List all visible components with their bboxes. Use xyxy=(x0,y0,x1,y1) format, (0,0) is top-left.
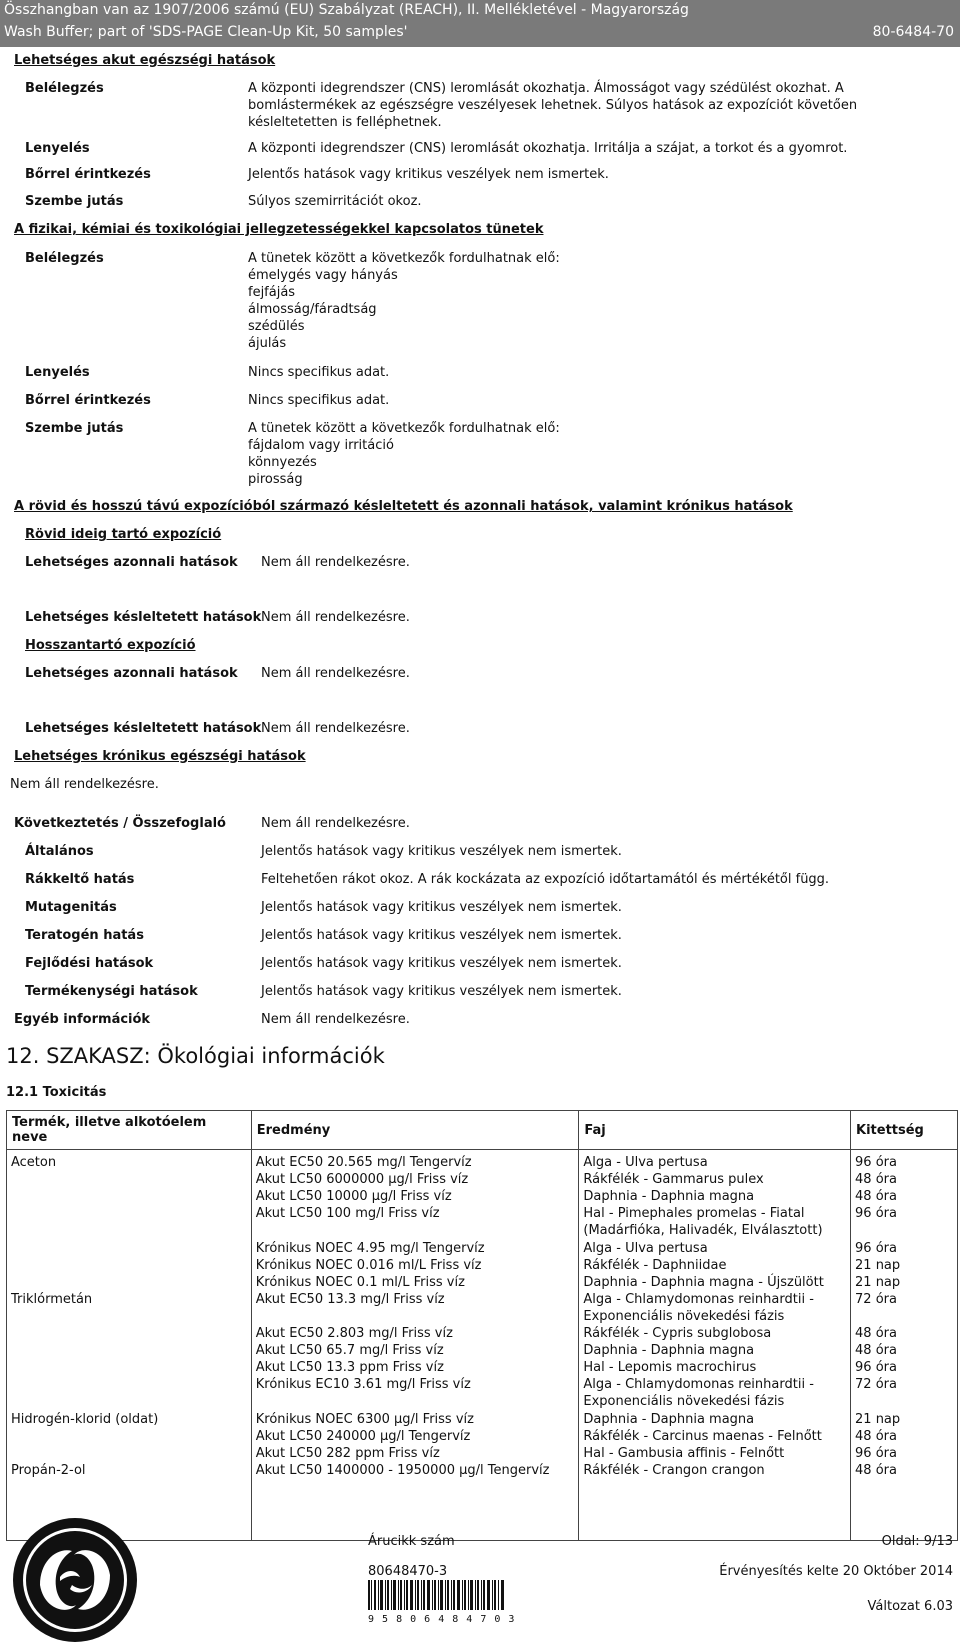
result-cell: Krónikus EC10 3.61 mg/l Friss víz xyxy=(255,1377,471,1393)
acute-text: A központi idegrendszer (CNS) leromlását okozhatja. Álmosságot vagy szédülést okozhat. A xyxy=(248,81,844,96)
exposure-cell: 48 óra xyxy=(855,1428,897,1444)
symptom-text: A tünetek között a következők fordulhatnak elő: xyxy=(248,421,560,436)
short-exposure-title: Rövid ideig tartó expozíció xyxy=(25,527,222,542)
barcode xyxy=(368,1580,516,1625)
symptom-text: A tünetek között a következők fordulhatnak elő: xyxy=(248,251,560,266)
exposure-cell: 21 nap xyxy=(855,1274,901,1290)
species-cell: Daphnia - Daphnia magna xyxy=(583,1189,755,1205)
exposure-cell: 48 óra xyxy=(855,1189,897,1205)
result-cell: Akut LC50 282 ppm Friss víz xyxy=(255,1445,440,1461)
toxicity-subtitle: 12.1 Toxicitás xyxy=(6,1085,107,1100)
substance-name: Propán-2-ol xyxy=(11,1462,86,1478)
acute-text: Súlyos szemirritációt okoz. xyxy=(248,194,422,209)
species-cell: Hal - Gambusia affinis - Felnőtt xyxy=(583,1445,785,1461)
exposure-cell: 21 nap xyxy=(855,1411,901,1427)
summary-value: Jelentős hatások vagy kritikus veszélyek nem ismertek. xyxy=(261,900,622,915)
barcode-digits: 9 5 8 0 6 4 8 4 7 0 3 xyxy=(368,1614,516,1625)
result-cell: Akut LC50 1400000 - 1950000 µg/l Tengervíz xyxy=(255,1462,550,1478)
col-header-result: Eredmény xyxy=(251,1111,579,1150)
product-code: 80-6484-70 xyxy=(872,24,954,40)
acute-label: Lenyelés xyxy=(25,141,90,156)
substance-name: Aceton xyxy=(11,1155,57,1170)
species-cell: Rákfélék - Cypris subglobosa xyxy=(583,1326,772,1341)
table-row xyxy=(7,1150,958,1541)
delayed-label: Lehetséges késleltetett hatások xyxy=(25,610,262,625)
summary-label: Következtetés / Összefoglaló xyxy=(14,816,226,831)
toxicity-table xyxy=(6,1110,958,1541)
exposure-cell: 48 óra xyxy=(855,1462,897,1478)
summary-label: Fejlődési hatások xyxy=(25,956,154,971)
species-cell: Alga - Chlamydomonas reinhardtii - xyxy=(583,1291,814,1307)
symptom-text: Nincs specifikus adat. xyxy=(248,365,390,380)
symptom-label: Lenyelés xyxy=(25,365,90,380)
immediate-value: Nem áll rendelkezésre. xyxy=(261,555,410,570)
species-cell: Alga - Ulva pertusa xyxy=(583,1240,708,1256)
acute-label: Belélegzés xyxy=(25,81,104,96)
article-number-label: Árucikk szám xyxy=(368,1534,455,1549)
symptom-label: Bőrrel érintkezés xyxy=(25,393,151,408)
summary-label: Teratogén hatás xyxy=(25,928,144,943)
name-column xyxy=(7,1150,251,1540)
delayed-value: Nem áll rendelkezésre. xyxy=(261,610,410,625)
summary-label: Általános xyxy=(25,844,94,859)
delayed-title: A rövid és hosszú távú expozícióból származó késleltetett és azonnali hatások, valamint krónikus hatások xyxy=(14,499,793,514)
species-cell: Exponenciális növekedési fázis xyxy=(583,1394,785,1410)
symptom-text: fejfájás xyxy=(248,285,296,300)
result-cell: Krónikus NOEC 4.95 mg/l Tengervíz xyxy=(255,1240,485,1256)
species-cell: Rákfélék - Crangon crangon xyxy=(583,1462,765,1478)
delayed-value: Nem áll rendelkezésre. xyxy=(261,721,410,736)
chronic-title: Lehetséges krónikus egészségi hatások xyxy=(14,749,306,764)
exposure-cell: 96 óra xyxy=(855,1240,897,1256)
substance-name: Triklórmetán xyxy=(11,1291,93,1307)
species-cell: Alga - Ulva pertusa xyxy=(583,1155,708,1170)
immediate-label: Lehetséges azonnali hatások xyxy=(25,555,238,570)
substance-name: Hidrogén-klorid (oldat) xyxy=(11,1411,159,1427)
exposure-cell: 96 óra xyxy=(855,1445,897,1461)
result-cell: Akut LC50 10000 µg/l Friss víz xyxy=(255,1189,452,1205)
result-column xyxy=(252,1150,579,1540)
exposure-cell: 96 óra xyxy=(855,1360,897,1376)
species-cell: Rákfélék - Daphniidae xyxy=(583,1257,727,1273)
validity-date: Érvényesítés kelte 20 Október 2014 xyxy=(719,1564,953,1579)
immediate-label: Lehetséges azonnali hatások xyxy=(25,666,238,681)
result-cell: Akut EC50 13.3 mg/l Friss víz xyxy=(255,1291,445,1307)
summary-label: Egyéb információk xyxy=(14,1012,151,1027)
ge-logo-icon xyxy=(10,1515,140,1645)
species-cell: Daphnia - Daphnia magna - Újszülött xyxy=(583,1274,824,1290)
summary-label: Mutagenitás xyxy=(25,900,117,915)
symptom-text: álmosság/fáradtság xyxy=(248,302,377,317)
symptom-text: fájdalom vagy irritáció xyxy=(248,438,394,453)
regulation-line: Összhangban van az 1907/2006 számú (EU) Szabályzat (REACH), II. Mellékletével - Magyarország xyxy=(4,2,689,18)
result-cell: Krónikus NOEC 6300 µg/l Friss víz xyxy=(255,1411,474,1427)
species-cell: Exponenciális növekedési fázis xyxy=(583,1308,785,1324)
acute-text: A központi idegrendszer (CNS) leromlását okozhatja. Irritálja a szájat, a torkot és a gyomrot. xyxy=(248,141,848,156)
acute-label: Bőrrel érintkezés xyxy=(25,167,151,182)
species-cell: Daphnia - Daphnia magna xyxy=(583,1343,755,1359)
acute-text: bomlástermékek az egészségre veszélyesek lehetnek. Súlyos hatások az expozíciót követően xyxy=(248,98,858,113)
summary-label: Termékenységi hatások xyxy=(25,984,198,999)
symptom-label: Szembe jutás xyxy=(25,421,124,436)
species-cell: Hal - Pimephales promelas - Fiatal xyxy=(583,1206,805,1222)
col-header-exposure: Kitettség xyxy=(851,1111,958,1150)
acute-text: késleltetetten is felléphetnek. xyxy=(248,115,442,130)
summary-value: Jelentős hatások vagy kritikus veszélyek nem ismertek. xyxy=(261,844,622,859)
exposure-column xyxy=(851,1150,957,1540)
summary-value: Jelentős hatások vagy kritikus veszélyek nem ismertek. xyxy=(261,984,622,999)
section-12-title: 12. SZAKASZ: Ökológiai információk xyxy=(6,1044,385,1068)
acute-title: Lehetséges akut egészségi hatások xyxy=(14,53,276,68)
exposure-cell: 21 nap xyxy=(855,1257,901,1273)
summary-value: Feltehetően rákot okoz. A rák kockázata az expozíció időtartamától és mértékétől függ. xyxy=(261,872,830,887)
symptoms-title: A fizikai, kémiai és toxikológiai jellegzetességekkel kapcsolatos tünetek xyxy=(14,222,544,237)
symptom-label: Belélegzés xyxy=(25,251,104,266)
species-cell: Daphnia - Daphnia magna xyxy=(583,1411,755,1427)
symptom-text: szédülés xyxy=(248,319,305,334)
species-cell: Hal - Lepomis macrochirus xyxy=(583,1360,757,1376)
species-cell: Alga - Chlamydomonas reinhardtii - xyxy=(583,1377,814,1393)
species-cell: (Madárfióka, Halivadék, Elválasztott) xyxy=(583,1223,823,1239)
version-number: Változat 6.03 xyxy=(867,1599,953,1614)
article-number: 80648470-3 xyxy=(368,1564,448,1579)
exposure-cell: 96 óra xyxy=(855,1206,897,1222)
species-cell: Rákfélék - Gammarus pulex xyxy=(583,1172,764,1188)
exposure-cell: 48 óra xyxy=(855,1326,897,1341)
table-header-row xyxy=(7,1111,958,1150)
result-cell: Akut EC50 20.565 mg/l Tengervíz xyxy=(255,1155,472,1170)
acute-label: Szembe jutás xyxy=(25,194,124,209)
chronic-value: Nem áll rendelkezésre. xyxy=(10,777,159,792)
symptom-text: könnyezés xyxy=(248,455,317,470)
symptom-text: pirosság xyxy=(248,472,303,487)
result-cell: Akut LC50 65.7 mg/l Friss víz xyxy=(255,1343,444,1359)
exposure-cell: 48 óra xyxy=(855,1343,897,1359)
col-header-name: Termék, illetve alkotóelem neve xyxy=(7,1111,252,1150)
result-cell: Akut LC50 6000000 µg/l Friss víz xyxy=(255,1172,469,1188)
result-cell: Krónikus NOEC 0.016 ml/L Friss víz xyxy=(255,1257,482,1273)
result-cell: Akut EC50 2.803 mg/l Friss víz xyxy=(255,1326,453,1341)
exposure-cell: 72 óra xyxy=(855,1377,897,1393)
exposure-cell: 96 óra xyxy=(855,1155,897,1170)
exposure-cell: 72 óra xyxy=(855,1291,897,1307)
result-cell: Akut LC50 240000 µg/l Tengervíz xyxy=(255,1428,471,1444)
acute-text: Jelentős hatások vagy kritikus veszélyek nem ismertek. xyxy=(248,167,609,182)
summary-value: Nem áll rendelkezésre. xyxy=(261,1012,410,1027)
summary-value: Jelentős hatások vagy kritikus veszélyek nem ismertek. xyxy=(261,956,622,971)
immediate-value: Nem áll rendelkezésre. xyxy=(261,666,410,681)
symptom-text: émelygés vagy hányás xyxy=(248,268,398,283)
species-column xyxy=(579,1150,850,1540)
result-cell: Akut LC50 13.3 ppm Friss víz xyxy=(255,1360,444,1376)
summary-value: Jelentős hatások vagy kritikus veszélyek nem ismertek. xyxy=(261,928,622,943)
result-cell: Krónikus NOEC 0.1 ml/L Friss víz xyxy=(255,1274,465,1290)
summary-label: Rákkeltő hatás xyxy=(25,872,135,887)
result-cell: Akut LC50 100 mg/l Friss víz xyxy=(255,1206,440,1222)
delayed-label: Lehetséges késleltetett hatások xyxy=(25,721,262,736)
summary-value: Nem áll rendelkezésre. xyxy=(261,816,410,831)
document-header xyxy=(0,0,960,47)
barcode-icon xyxy=(368,1580,504,1610)
long-exposure-title: Hosszantartó expozíció xyxy=(25,638,196,653)
exposure-cell: 48 óra xyxy=(855,1172,897,1188)
species-cell: Rákfélék - Carcinus maenas - Felnőtt xyxy=(583,1428,822,1444)
symptom-text: ájulás xyxy=(248,336,287,351)
product-name: Wash Buffer; part of 'SDS-PAGE Clean-Up Kit, 50 samples' xyxy=(4,24,408,40)
symptom-text: Nincs specifikus adat. xyxy=(248,393,390,408)
col-header-species: Faj xyxy=(579,1111,851,1150)
page-number: Oldal: 9/13 xyxy=(881,1534,953,1549)
